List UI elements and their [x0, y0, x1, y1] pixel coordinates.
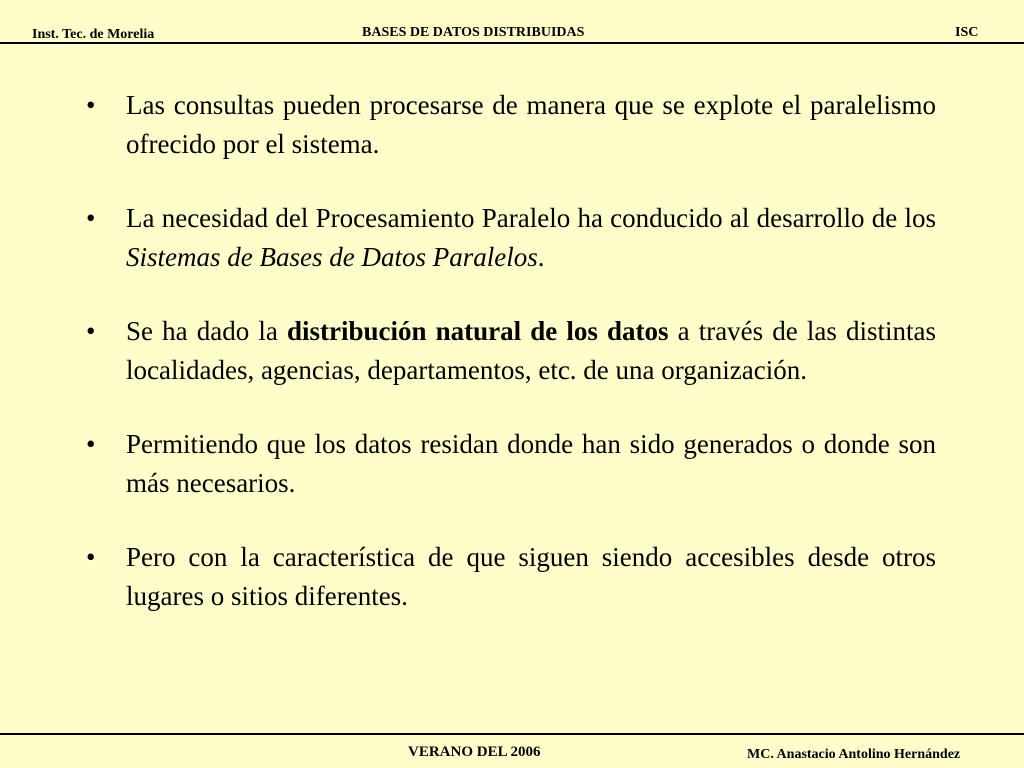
- bullet-bold-text: distribución natural de los datos: [286, 316, 669, 346]
- bullet-icon: •: [86, 542, 96, 572]
- header-divider: [0, 42, 1024, 44]
- bullet-text-end: a través de las distintas localidades, agencias, departamentos, etc. de una organización.: [126, 316, 937, 385]
- footer-author: MC. Anastacio Antolino Hernández: [747, 747, 961, 762]
- bullet-icon: •: [86, 429, 96, 459]
- bullet-text: La necesidad del Procesamiento Paralelo ha conducido al desarrollo de los: [126, 203, 936, 233]
- bullet-item: [84, 425, 936, 503]
- header-course-title: BASES DE DATOS DISTRIBUIDAS: [362, 25, 585, 40]
- header-program: ISC: [955, 25, 979, 40]
- bullet-italic-text: Sistemas de Bases de Datos Paralelos: [126, 242, 538, 272]
- footer-divider: [0, 733, 1024, 735]
- bullet-text: Las consultas pueden procesarse de manera que se explote el paralelismo ofrecido por el sistema.: [126, 90, 936, 159]
- bullet-icon: •: [86, 316, 96, 346]
- bullet-item: [84, 538, 936, 616]
- footer-term: VERANO DEL 2006: [408, 744, 541, 760]
- bullet-icon: •: [86, 90, 96, 120]
- bullet-text: Pero con la característica de que siguen siendo accesibles desde otros lugares o sitios diferentes.: [126, 542, 936, 611]
- bullet-list: [84, 86, 936, 651]
- bullet-item: [84, 199, 936, 277]
- header-institution: Inst. Tec. de Morelia: [32, 27, 155, 42]
- bullet-text-end: .: [537, 242, 545, 272]
- bullet-icon: •: [86, 203, 96, 233]
- bullet-text: Permitiendo que los datos residan donde han sido generados o donde son más necesarios.: [126, 429, 936, 498]
- bullet-item: [84, 86, 936, 164]
- bullet-item: [84, 312, 936, 390]
- bullet-text: Se ha dado la: [126, 316, 287, 346]
